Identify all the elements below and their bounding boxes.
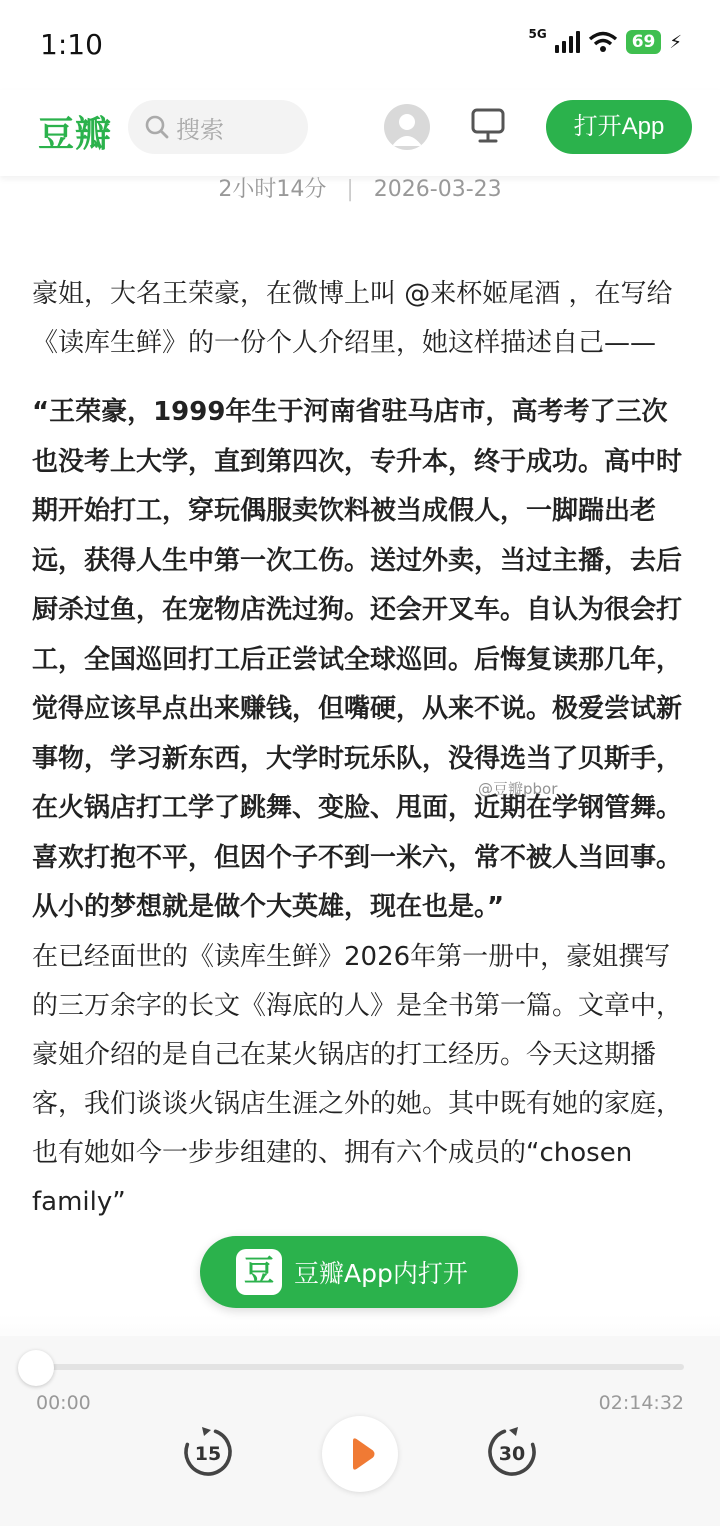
wifi-icon bbox=[588, 31, 618, 53]
intro-paragraph: 豪姐，大名王荣豪，在微博上叫 @来杯姬尾酒 ，在写给《读库生鲜》的一份个人介绍里，她这样描述自己—— bbox=[32, 279, 673, 358]
article-body bbox=[32, 270, 692, 1227]
rewind-button[interactable] bbox=[180, 1424, 236, 1484]
douban-logo[interactable]: 豆瓣 bbox=[38, 114, 113, 155]
rewind-seconds: 15 bbox=[194, 1443, 222, 1465]
quote-paragraph: “王荣豪，1999年生于河南省驻马店市，高考考了三次也没考上大学，直到第四次，专升本，终于成功。高中时期开始打工，穿玩偶服卖饮料被当成假人，一脚踹出老远，获得人生中第一次工伤。送过外卖，当过主播，去后厨杀过鱼，在宠物店洗过狗。还会开叉车。自认为很会打工，全国巡回打工后正尝试全球巡回。后悔复读那几年，觉得应该早点出来赚钱，但嘴硬，从来不说。极爱尝试新事物，学习新东西，大学时玩乐队，没得选当了贝斯手，在火锅店打工学了跳舞、变脸、甩面，近期在学钢管舞。喜欢打抱不平，但因个子不到一米六，常不被人当回事。从小的梦想就是做个大英雄，现在也是。” bbox=[32, 397, 683, 922]
battery-level: 69 bbox=[626, 30, 662, 54]
search-icon bbox=[144, 114, 170, 140]
open-in-app-label: 豆瓣App内打开 bbox=[294, 1259, 468, 1288]
episode-meta bbox=[0, 172, 720, 203]
status-bar bbox=[0, 0, 720, 90]
meta-divider: | bbox=[346, 177, 354, 202]
status-time: 1:10 bbox=[40, 28, 103, 61]
progress-thumb[interactable] bbox=[18, 1350, 54, 1386]
top-nav bbox=[0, 90, 720, 176]
search-placeholder: 搜索 bbox=[176, 115, 224, 144]
play-icon bbox=[322, 1416, 398, 1492]
episode-date: 2026-03-23 bbox=[373, 177, 502, 202]
avatar[interactable] bbox=[384, 104, 430, 150]
douban-app-icon: 豆 bbox=[236, 1249, 282, 1295]
forward-seconds: 30 bbox=[498, 1443, 526, 1465]
forward-button[interactable] bbox=[484, 1424, 540, 1484]
forward-30-icon bbox=[484, 1424, 540, 1480]
search-bar[interactable] bbox=[128, 100, 308, 154]
watermark: @豆瓣pbor bbox=[478, 780, 558, 798]
rewind-15-icon bbox=[180, 1424, 236, 1480]
progress-track[interactable] bbox=[36, 1364, 684, 1370]
body-paragraph: 在已经面世的《读库生鲜》2026年第一册中，豪姐撰写的三万余字的长文《海底的人》是全书第一篇。文章中，豪姐介绍的是自己在某火锅店的打工经历。今天这期播客，我们谈谈火锅店生涯之外的她。其中既有她的家庭，也有她如今一步步组建的、拥有六个成员的“chosen family” bbox=[32, 941, 683, 1217]
play-button[interactable] bbox=[322, 1416, 398, 1492]
monitor-button[interactable] bbox=[470, 106, 506, 150]
open-in-app-floating-button[interactable] bbox=[200, 1236, 518, 1308]
network-type: 5G bbox=[528, 27, 547, 41]
total-time: 02:14:32 bbox=[598, 1392, 684, 1414]
charging-icon: ⚡ bbox=[669, 31, 682, 53]
signal-icon bbox=[555, 31, 580, 53]
status-icons bbox=[528, 27, 682, 54]
current-time: 00:00 bbox=[36, 1392, 91, 1414]
open-app-button[interactable]: 打开App bbox=[546, 100, 692, 154]
audio-player bbox=[0, 1336, 720, 1526]
episode-duration: 2小时14分 bbox=[218, 177, 327, 202]
monitor-icon bbox=[470, 106, 506, 146]
user-icon bbox=[384, 104, 430, 150]
